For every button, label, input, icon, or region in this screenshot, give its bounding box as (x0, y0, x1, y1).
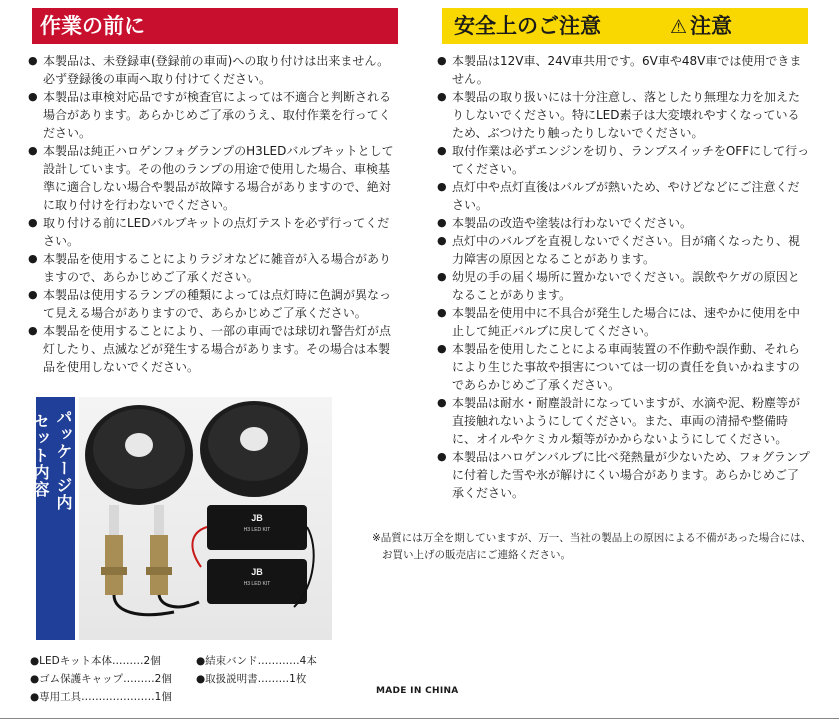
safety-notes (437, 52, 811, 502)
package-label-line: パッケージ内 (54, 409, 73, 511)
contents-list (196, 652, 317, 688)
contents-item: ●専用工具…………………1個 (30, 691, 172, 703)
note-item: ● 本製品の改造や塗装は行わないでください。 (437, 214, 811, 232)
note-item: ● 本製品は、未登録車(登録前の車両)への取り付けは出来ません。必ず登録後の車両へ取り付けてください。 (28, 52, 400, 88)
note-item: ● 本製品はハロゲンバルブに比べ発熱量が少ないため、フォグランプに付着した雪や氷が解けにくい場合があります。あらかじめご了承ください。 (437, 448, 811, 502)
rubber-cap-image (200, 401, 308, 497)
contents-item: ●ゴム保護キャップ………2個 (30, 673, 172, 685)
ballast-box-image (207, 559, 307, 604)
contents-list (30, 652, 172, 706)
note-item: ● 本製品は耐水・耐塵設計になっていますが、水滴や泥、粉塵等が直接触れないようにしてください。また、車両の清掃や整備時に、オイルやケミカル類等がかからないようにしてください。 (437, 394, 811, 448)
product-illustration (79, 397, 332, 640)
package-contents-label (31, 397, 75, 640)
box-model-text: H3 LED KIT (243, 527, 271, 533)
ballast-box-image (207, 505, 307, 550)
product-photo (79, 397, 332, 640)
section-title-before-work (32, 8, 398, 44)
box-brand-text: JB (251, 513, 263, 523)
note-item: ● 本製品の取り扱いには十分注意し、落としたり無理な力を加えたりしないでください。特にLED素子は大変壊れやすくなっているため、ぶつけたり触ったりしないでください。 (437, 88, 811, 142)
rubber-cap-image (85, 405, 193, 505)
disclaimer-line: ※品質には万全を期していますが、万一、当社の製品上の原因による不備があった場合には、 (372, 532, 812, 544)
section-title-text: 安全上のご注意 (454, 14, 601, 38)
led-bulb-image (146, 505, 199, 607)
quality-disclaimer (372, 530, 812, 564)
package-label-line: セット内容 (31, 413, 50, 498)
contents-item: ●取扱説明書………1枚 (196, 673, 307, 685)
note-item: ● 点灯中や点灯直後はバルブが熱いため、やけどなどにご注意ください。 (437, 178, 811, 214)
note-item: ● 点灯中のバルブを直視しないでください。目が痛くなったり、視力障害の原因となることがあります。 (437, 232, 811, 268)
disclaimer-line: お買い上げの販売店にご連絡ください。 (382, 549, 571, 561)
note-item: ● 本製品は使用するランプの種類によっては点灯時に色調が異なって見える場合がありますので、あらかじめご了承ください。 (28, 286, 400, 322)
note-item: ● 本製品は12V車、24V車共用です。6V車や48V車では使用できません。 (437, 52, 811, 88)
warning-triangle-icon: ⚠ (670, 16, 688, 38)
section-title-safety (442, 8, 808, 44)
note-item: ● 本製品は純正ハロゲンフォグランプのH3LEDバルブキットとして設計しています。その他のランプの用途で使用した場合、車検基準に適合しない場合や製品が故障する場合がありますので、絶対に取り付けを行わないでください。 (28, 142, 400, 214)
bottom-divider (0, 718, 839, 719)
note-item: ● 取り付ける前にLEDバルブキットの点灯テストを必ず行ってください。 (28, 214, 400, 250)
warning-text: 注意 (690, 14, 733, 38)
contents-item: ●LEDキット本体………2個 (30, 655, 161, 667)
contents-item: ●結束バンド…………4本 (196, 655, 317, 667)
box-model-text: H3 LED KIT (243, 581, 271, 587)
section-title-text: 作業の前に (40, 14, 145, 38)
before-work-notes (28, 52, 400, 376)
note-item: ● 本製品は車検対応品ですが検査官によっては不適合と判断される場合があります。あらかじめご了承のうえ、取付作業を行ってください。 (28, 88, 400, 142)
note-item: ● 取付作業は必ずエンジンを切り、ランプスイッチをOFFにして行ってください。 (437, 142, 811, 178)
note-item: ● 本製品を使用中に不具合が発生した場合には、速やかに使用を中止して純正バルブに戻してください。 (437, 304, 811, 340)
warning-label (670, 8, 732, 45)
box-brand-text: JB (251, 567, 263, 577)
note-item: ● 本製品を使用することによりラジオなどに雑音が入る場合がありますので、あらかじめご了承ください。 (28, 250, 400, 286)
note-item: ● 本製品を使用することにより、一部の車両では球切れ警告灯が点灯したり、点滅などが発生する場合があります。その場合は本製品を使用しないでください。 (28, 322, 400, 376)
note-item: ● 幼児の手の届く場所に置かないでください。誤飲やケガの原因となることがあります。 (437, 268, 811, 304)
made-in-label: MADE IN CHINA (376, 686, 459, 696)
note-item: ● 本製品を使用したことによる車両装置の不作動や誤作動、それらにより生じた事故や損害については一切の責任を負いかねますのであらかじめご了承ください。 (437, 340, 811, 394)
